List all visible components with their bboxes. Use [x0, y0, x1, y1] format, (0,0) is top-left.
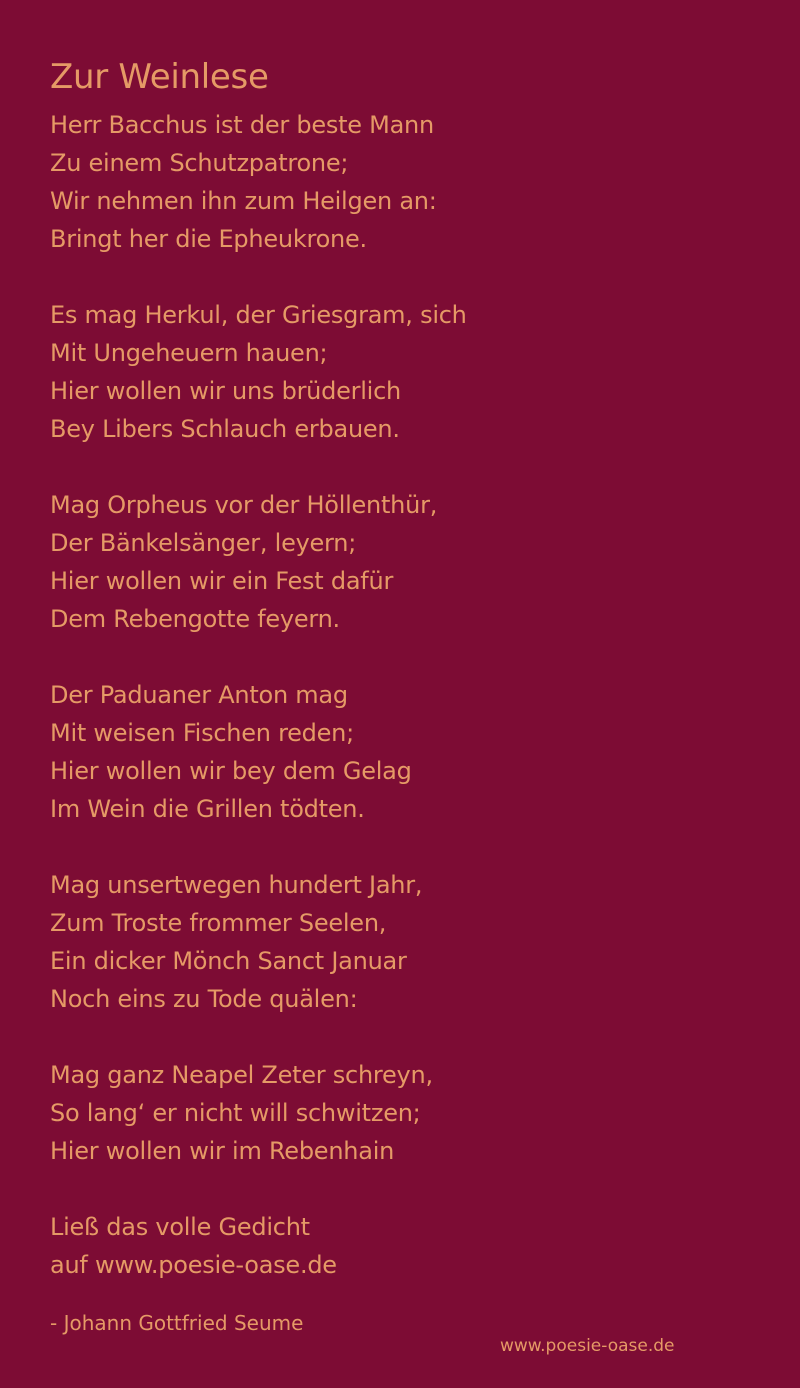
poem-line: Ließ das volle Gedicht [50, 1213, 310, 1241]
stanza-4 [50, 676, 760, 828]
poem-card [50, 52, 760, 1322]
poem-line: Hier wollen wir bey dem Gelag [50, 757, 412, 785]
stanza-6 [50, 1056, 760, 1170]
poem-line: Herr Bacchus ist der beste Mann [50, 111, 434, 139]
poem-line: Mag unsertwegen hundert Jahr, [50, 871, 423, 899]
poem-line: Hier wollen wir ein Fest dafür [50, 567, 394, 595]
poem-line: Bey Libers Schlauch erbauen. [50, 415, 400, 443]
poem-line: Zum Troste frommer Seelen, [50, 909, 387, 937]
stanza-3 [50, 486, 760, 638]
stanza-2 [50, 296, 760, 448]
poem-line: Ein dicker Mönch Sanct Januar [50, 947, 407, 975]
poem-line: Zu einem Schutzpatrone; [50, 149, 349, 177]
stanza-5 [50, 866, 760, 1018]
poem-line: Der Bänkelsänger, leyern; [50, 529, 357, 557]
poem-line: Der Paduaner Anton mag [50, 681, 348, 709]
poem-line: Wir nehmen ihn zum Heilgen an: [50, 187, 437, 215]
poem-line: So lang‘ er nicht will schwitzen; [50, 1099, 421, 1127]
poem-author: - Johann Gottfried Seume [50, 1311, 304, 1335]
poem-line: Noch eins zu Tode quälen: [50, 985, 358, 1013]
poem-line: Bringt her die Epheukrone. [50, 225, 367, 253]
poem-line: Mit weisen Fischen reden; [50, 719, 354, 747]
footer-url: www.poesie-oase.de [500, 1336, 675, 1356]
poem-line: Mag Orpheus vor der Höllenthür, [50, 491, 438, 519]
poem-line: auf www.poesie-oase.de [50, 1251, 337, 1279]
poem-line: Mag ganz Neapel Zeter schreyn, [50, 1061, 433, 1089]
stanza-1 [50, 106, 760, 258]
read-more-note [50, 1208, 760, 1284]
poem-line: Dem Rebengotte feyern. [50, 605, 340, 633]
poem-line: Mit Ungeheuern hauen; [50, 339, 328, 367]
poem-line: Hier wollen wir uns brüderlich [50, 377, 401, 405]
poem-line: Hier wollen wir im Rebenhain [50, 1137, 395, 1165]
poem-title: Zur Weinlese [50, 57, 269, 97]
poem-line: Im Wein die Grillen tödten. [50, 795, 365, 823]
poem-line: Es mag Herkul, der Griesgram, sich [50, 301, 467, 329]
